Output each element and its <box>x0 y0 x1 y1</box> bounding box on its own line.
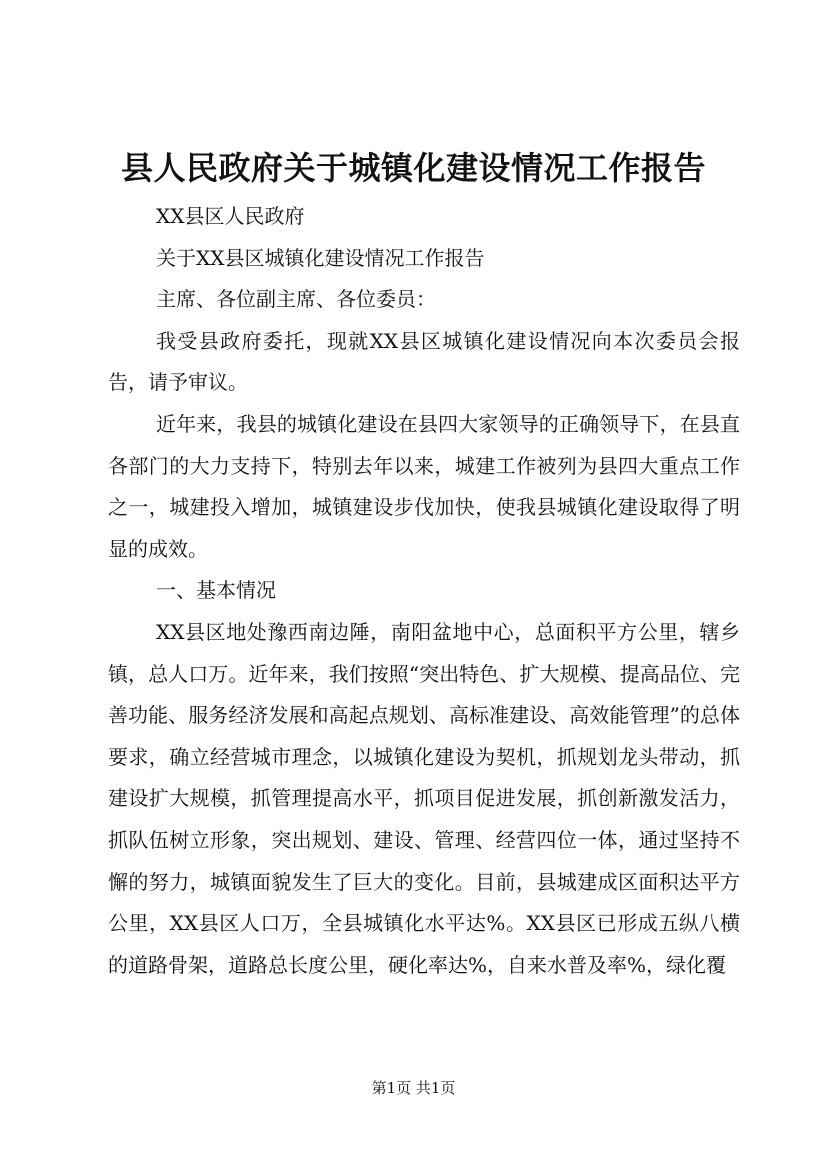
paragraph-intro: 我受县政府委托，现就XX县区城镇化建设情况向本次委员会报告，请予审议。 <box>108 328 740 395</box>
section-heading: 一、基本情况 <box>156 578 276 603</box>
page-footer: 第1页 共1页 <box>371 1079 456 1097</box>
paragraph-issuer: XX县区人民政府 <box>156 204 305 228</box>
document-body <box>108 196 740 986</box>
paragraph-overview: 近年来，我县的城镇化建设在县四大家领导的正确领导下，在县直各部门的大力支持下，特别去年以来，城建工作被列为县四大重点工作之一，城建投入增加，城镇建设步伐加快，使我县城镇化建设取得了明显的成效。 <box>108 411 740 561</box>
paragraph-basic-situation: XX县区地处豫西南边陲，南阳盆地中心，总面积平方公里，辖乡镇，总人口万。近年来，我们按照“突出特色、扩大规模、提高品位、完善功能、服务经济发展和高起点规划、高标准建设、高效能管理”的总体要求，确立经营城市理念，以城镇化建设为契机，抓规划龙头带动，抓建设扩大规模，抓管理提高水平，抓项目促进发展，抓创新激发活力，抓队伍树立形象，突出规划、建设、管理、经营四位一体，通过坚持不懈的努力，城镇面貌发生了巨大的变化。目前，县城建成区面积达平方公里，XX县区人口万，全县城镇化水平达%。XX县区已形成五纵八横的道路骨架，道路总长度公里，硬化率达%，自来水普及率%，绿化覆 <box>108 619 740 977</box>
document-title: 县人民政府关于城镇化建设情况工作报告 <box>120 149 706 187</box>
paragraph-report-title: 关于XX县区城镇化建设情况工作报告 <box>156 245 485 270</box>
paragraph-salutation: 主席、各位副主席、各位委员： <box>156 287 436 312</box>
